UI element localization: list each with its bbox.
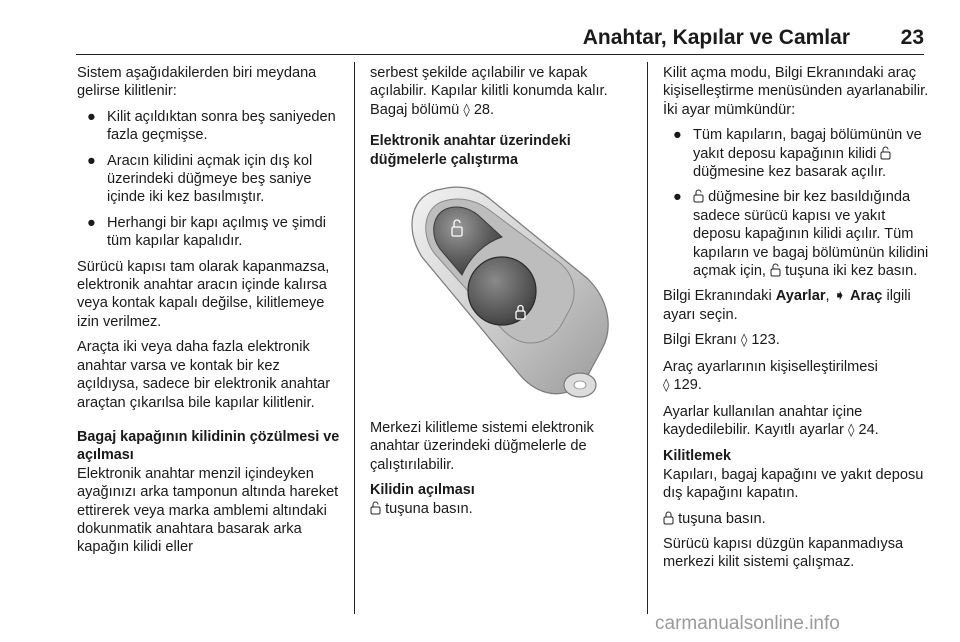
paragraph: Elektronik anahtar menzil içindeyken ayağınızı arka tamponun altında hareket ettirerek veya marka amblemi altındaki dokunmatik anahtara basarak arka kapağın kilidi eller (77, 465, 339, 556)
paragraph: Araçta iki veya daha fazla elektronik anahtar varsa ve kontak bir kez açıldıysa, sadece bir elektronik anahtar araçtan çıkarılsa bile kapılar kilitlenir. (77, 339, 331, 411)
list-item: ● Aracın kilidini açmak için dış kol üzerindeki düğmeye beş saniye içinde iki kez basılmıştır. (87, 152, 313, 206)
list-item: ● Herhangi bir kapı açılmış ve şimdi tüm kapılar kapalıdır. (87, 214, 326, 250)
page-title: Anahtar, Kapılar ve Camlar (582, 26, 850, 49)
page-header (0, 26, 960, 54)
paragraph: Araç ayarlarının kişiselleştirilmesi ◊ 129. (663, 358, 878, 394)
reference-arrow-icon: ◊ (663, 378, 670, 394)
paragraph: tuşuna basın. (370, 500, 638, 518)
column-2 (370, 64, 638, 525)
key-fob-icon (370, 179, 632, 407)
list-item: ● düğmesine bir kez basıldığında sadece sürücü kapısı ve yakıt deposu kapağının kilidi açılır. Tüm kapıların ve bagaj bölümünün kilidini açmak için, tuşuna iki kez basın. (673, 189, 929, 280)
list-item: ● Kilit açıldıktan sonra beş saniyeden fazla geçmişse. (87, 108, 336, 144)
paragraph: Sürücü kapısı tam olarak kapanmazsa, elektronik anahtar aracın içinde kalırsa veya kontak kapalı değilse, kilitlemeye izin verilmez. (77, 258, 330, 330)
reference-arrow-icon: ◊ (740, 333, 748, 349)
unlock-icon (693, 189, 704, 203)
column-1 (77, 64, 345, 564)
paragraph: serbest şekilde açılabilir ve kapak açılabilir. Kapılar kilitli konumda kalır. Bagaj bölümü ◊ 28. (370, 65, 608, 118)
bullet-list (77, 108, 345, 251)
section-heading: Bagaj kapağının kilidinin çözülmesi ve açılması (77, 428, 340, 464)
list-item: ● Tüm kapıların, bagaj bölümünün ve yakıt deposu kapağının kilidi düğmesine kez basarak açılır. (673, 127, 922, 181)
section-heading: Elektronik anahtar üzerindeki düğmelerle çalıştırma (370, 133, 571, 168)
unlock-icon (770, 263, 781, 277)
lock-icon (663, 511, 674, 525)
key-fob-illustration (370, 179, 632, 407)
header-divider (76, 54, 924, 55)
paragraph: Kapıları, bagaj kapağını ve yakıt deposu dış kapağını kapatın. (663, 466, 924, 502)
paragraph: Bilgi Ekranı ◊ 123. (663, 332, 780, 349)
column-divider (354, 62, 355, 614)
reference-arrow-icon: ◊ (463, 102, 470, 118)
paragraph: Merkezi kilitleme sistemi elektronik anahtar üzerindeki düğmelerle de çalıştırılabilir. (370, 420, 594, 473)
watermark: carmanualsonline.info (655, 613, 840, 634)
bullet-list (663, 126, 931, 280)
column-3 (663, 64, 931, 579)
paragraph: Sistem aşağıdakilerden biri meydana gelirse kilitlenir: (77, 65, 317, 100)
column-divider (647, 62, 648, 614)
paragraph: Ayarlar kullanılan anahtar içine kaydedilebilir. Kayıtlı ayarlar ◊ 24. (663, 403, 879, 438)
page-number: 23 (900, 26, 924, 49)
paragraph: tuşuna basın. (663, 510, 931, 528)
section-heading: Kilidin açılması (370, 482, 475, 499)
unlock-icon (370, 501, 381, 515)
paragraph: Bilgi Ekranındaki Ayarlar, ➧ Araç ilgili ayarı seçin. (663, 288, 911, 323)
reference-arrow-icon: ◊ (847, 422, 855, 438)
unlock-icon (880, 146, 891, 160)
paragraph: Sürücü kapısı düzgün kapanmadıysa merkezi kilit sistemi çalışmaz. (663, 535, 904, 571)
paragraph: Kilit açma modu, Bilgi Ekranındaki araç kişiselleştirme menüsünden ayarlanabilir. İki ayar mümkündür: (663, 65, 929, 118)
section-heading: Kilitlemek (663, 448, 731, 465)
